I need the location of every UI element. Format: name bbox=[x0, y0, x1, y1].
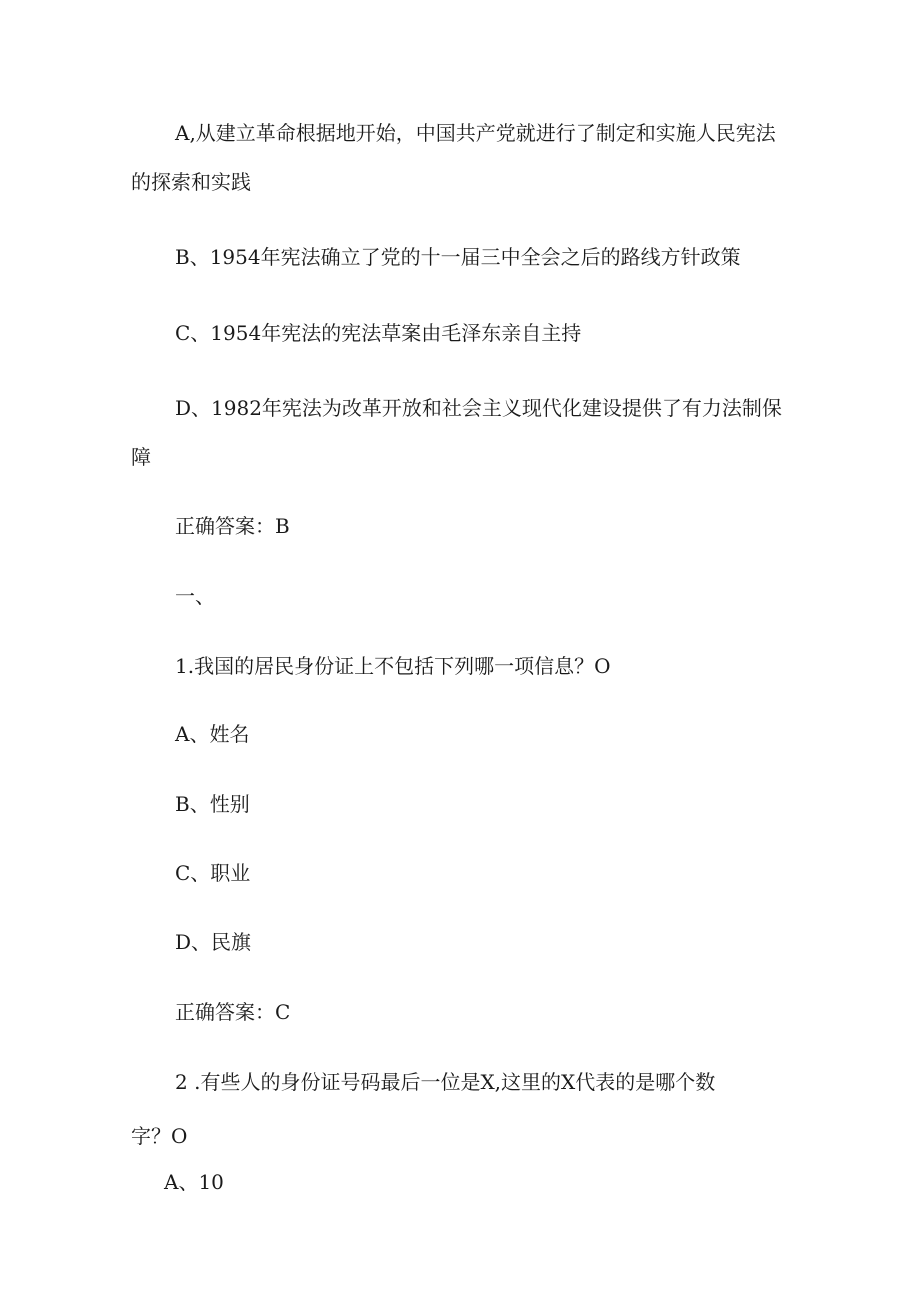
q1-option-a: A、姓名 bbox=[175, 722, 250, 746]
correct-answer-1: 正确答案：B bbox=[175, 514, 290, 538]
correct-answer-q1: 正确答案：C bbox=[175, 1000, 291, 1024]
option-d-line2: 障 bbox=[131, 445, 151, 469]
option-a-line1: A,从建立革命根据地开始，中国共产党就进行了制定和实施人民宪法 bbox=[175, 121, 776, 145]
option-b: B、1954年宪法确立了党的十一届三中全会之后的路线方针政策 bbox=[175, 245, 741, 269]
question-2-line1: 2 .有些人的身份证号码最后一位是X,这里的X代表的是哪个数 bbox=[175, 1070, 716, 1094]
q1-option-c: C、职业 bbox=[175, 861, 251, 885]
q1-option-b: B、性别 bbox=[175, 792, 250, 816]
option-a-line2: 的探索和实践 bbox=[131, 170, 251, 194]
q2-option-a: A、10 bbox=[164, 1170, 224, 1194]
section-heading: 一、 bbox=[175, 584, 215, 608]
option-c: C、1954年宪法的宪法草案由毛泽东亲自主持 bbox=[175, 321, 582, 345]
question-2-line2: 字？O bbox=[131, 1124, 188, 1148]
q1-option-d: D、民旗 bbox=[175, 930, 252, 954]
question-1: 1.我国的居民身份证上不包括下列哪一项信息？O bbox=[175, 654, 611, 678]
option-d-line1: D、1982年宪法为改革开放和社会主义现代化建设提供了有力法制保 bbox=[175, 396, 782, 420]
